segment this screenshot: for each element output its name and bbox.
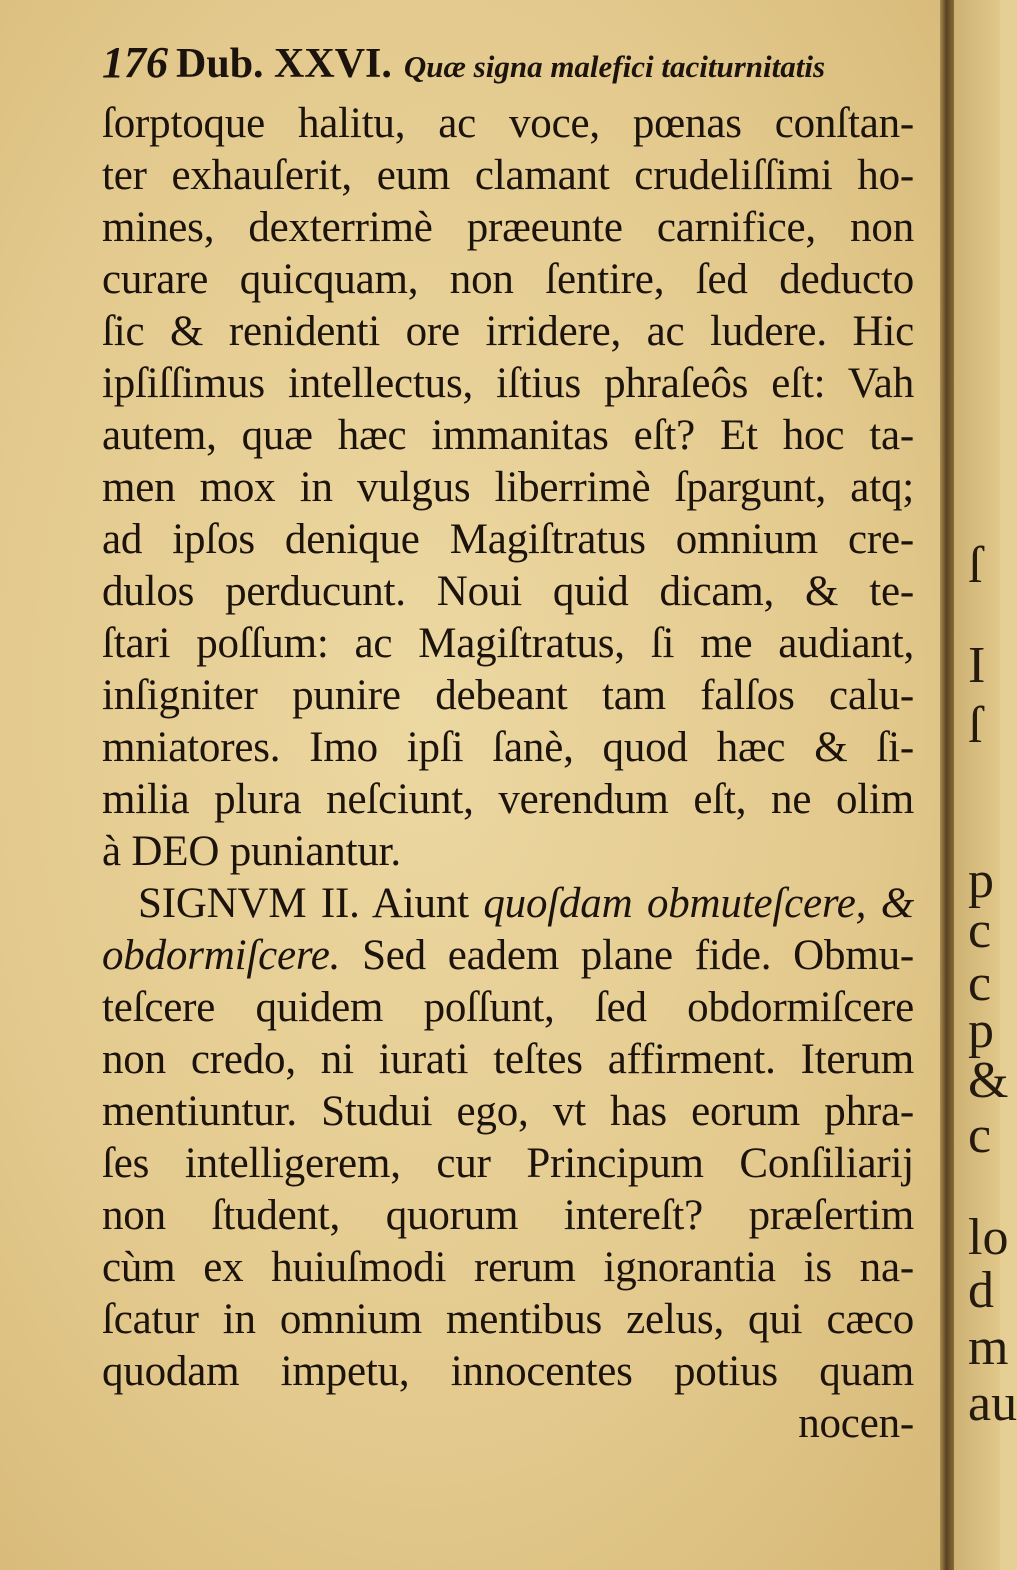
text-line: quodam impetu, innocentes potius quam: [102, 1348, 914, 1395]
signum-line-2: [102, 930, 914, 982]
text-line: milia plura neſciunt, verendum eſt, ne olim: [102, 776, 914, 823]
margin-fragment: c: [968, 902, 992, 959]
margin-fragment: d: [968, 1262, 994, 1319]
text-line: ſorptoque halitu, ac voce, pœnas conſtan-: [102, 100, 914, 147]
margin-fragment: &: [968, 1052, 1009, 1109]
text-line: dulos perducunt. Noui quid dicam, & te-: [102, 568, 914, 615]
text-line: ſic & renidenti ore irridere, ac ludere. Hic: [102, 308, 914, 355]
text-line: inſigniter punire debeant tam falſos calu-: [102, 672, 914, 719]
text-line: à DEO puniantur.: [102, 828, 401, 875]
text-line: ſes intelligerem, cur Principum Conſiliarij: [102, 1140, 914, 1187]
margin-fragment: I: [968, 637, 986, 694]
signum-line: [102, 878, 914, 930]
margin-fragment: p: [968, 1002, 994, 1059]
text-line: non credo, ni iurati teſtes affirment. Iterum: [102, 1036, 914, 1083]
section-label: Dub. XXVI.: [176, 41, 392, 87]
margin-fragment: c: [968, 955, 992, 1012]
text-line: ter exhauſerit, eum clamant crudeliſſimi ho-: [102, 152, 914, 199]
running-title: Quæ signa malefici taciturnitatis: [403, 49, 826, 84]
margin-fragment: ſ: [968, 537, 983, 594]
text-line: men mox in vulgus liberrimè ſpargunt, atq;: [102, 464, 914, 511]
text-line: ad ipſos denique Magiſtratus omnium cre-: [102, 516, 914, 563]
page-number: 176: [102, 38, 168, 87]
text-line: non ſtudent, quorum intereſt? præſertim: [102, 1192, 914, 1239]
text-line: autem, quæ hæc immanitas eſt? Et hoc ta-: [102, 412, 914, 459]
margin-fragment: m: [968, 1319, 1009, 1376]
text-line: mentiuntur. Studui ego, vt has eorum phra-: [102, 1088, 914, 1135]
text-line: cùm ex huiuſmodi rerum ignorantia is na-: [102, 1244, 914, 1291]
margin-fragment: p: [968, 852, 994, 909]
margin-fragment: c: [968, 1107, 992, 1164]
text-line: ſcatur in omnium mentibus zelus, qui cæco: [102, 1296, 914, 1343]
running-header: [102, 40, 922, 96]
margin-fragment: au: [968, 1375, 1017, 1432]
text-line: ipſiſſimus intellectus, iſtius phraſeôs eſt: Vah: [102, 360, 914, 407]
text-line: ſtari poſſum: ac Magiſtratus, ſi me audiant,: [102, 620, 914, 667]
signum-quote-continued: obdormiſcere.: [102, 932, 341, 979]
text-line: mines, dexterrimè præeunte carnifice, non: [102, 204, 914, 251]
book-gutter: [940, 0, 954, 1570]
signum-label: SIGNVM II.: [138, 880, 360, 927]
text-line: curare quicquam, non ſentire, ſed deducto: [102, 256, 914, 303]
facing-page-edge: [954, 0, 1017, 1570]
margin-fragment: lo: [968, 1209, 1009, 1266]
signum-text: Sed eadem plane fide. Obmu-: [362, 932, 914, 979]
margin-fragment: ſ: [968, 697, 983, 754]
catchword: nocen-: [798, 1400, 914, 1447]
text-line: mniatores. Imo ipſi ſanè, quod hæc & ſi-: [102, 724, 914, 771]
signum-quote: quoſdam obmuteſcere, &: [483, 880, 914, 927]
signum-aiunt: Aiunt: [371, 880, 469, 927]
body-text: [102, 98, 914, 1450]
text-line: teſcere quidem poſſunt, ſed obdormiſcere: [102, 984, 914, 1031]
